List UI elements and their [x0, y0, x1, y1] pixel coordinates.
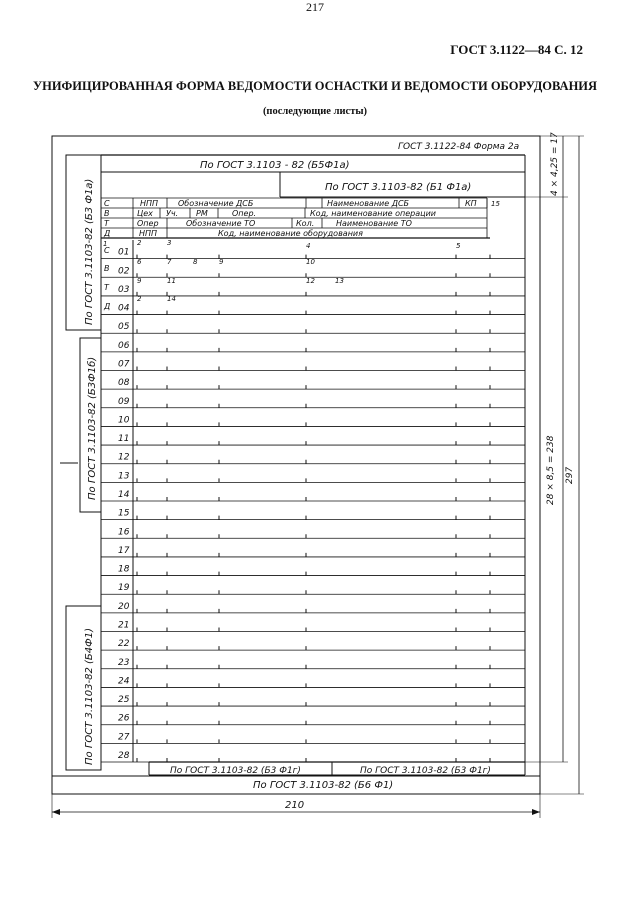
marker-r04-n2: 14 — [167, 295, 176, 303]
marker-r01-n1: 2 — [137, 239, 142, 247]
row-b-cell-4: Опер. — [232, 209, 257, 218]
top-block — [101, 155, 525, 770]
row-t-cell-4: Наименование ТО — [336, 219, 412, 228]
row-t-cell-3: Кол. — [296, 219, 315, 228]
block-top-1: По ГОСТ 3.1103 - 82 (Б5Ф1а) — [200, 160, 350, 171]
form-title: УНИФИЦИРОВАННАЯ ФОРМА ВЕДОМОСТИ ОСНАСТКИ И ВЕДОМОСТИ ОБОРУДОВАНИЯ — [32, 79, 598, 93]
bottom-right: По ГОСТ 3.1103-82 (Б3 Ф1г) — [360, 766, 491, 776]
row-label: 07 — [118, 359, 130, 370]
marker-r02-n3: 8 — [193, 258, 198, 266]
row-label: 22 — [118, 639, 130, 650]
header-rows — [101, 198, 500, 238]
row-label: 18 — [118, 564, 130, 575]
bottom-main: По ГОСТ 3.1103-82 (Б6 Ф1) — [253, 780, 394, 791]
row-label: 27 — [118, 732, 130, 743]
row-b-letter: В — [104, 209, 110, 218]
block-top-2: По ГОСТ 3.1103-82 (Б1 Ф1а) — [325, 182, 472, 193]
row-label: 24 — [118, 676, 130, 687]
marker-r01-n4: 5 — [456, 242, 461, 250]
row-d-cell-2: Код, наименование оборудования — [218, 229, 363, 238]
row-d-cell-1: НПП — [139, 229, 158, 238]
row-c-cell-4: КП — [465, 199, 477, 208]
row-label: 25 — [118, 695, 130, 706]
marker-r01-index: 1 — [103, 240, 108, 248]
form-subtitle: (последующие листы) — [262, 106, 368, 117]
marker-r01-n2: 3 — [167, 239, 172, 247]
row-b-cell-3: РМ — [196, 209, 208, 218]
row-label: 23 — [118, 657, 130, 668]
row-c-cell-2: Обозначение ДСБ — [178, 199, 254, 208]
row-label: 10 — [118, 415, 130, 426]
row-c-letter: С — [104, 199, 110, 208]
row-label: 01 — [118, 247, 130, 258]
row-label: 12 — [118, 452, 130, 463]
row-label: 16 — [118, 527, 130, 538]
row-label: 11 — [118, 434, 130, 445]
row-label: 20 — [118, 601, 130, 612]
row-t-cell-2: Обозначение ТО — [186, 219, 256, 228]
row-label: 06 — [118, 340, 130, 351]
row-label: 17 — [118, 545, 130, 556]
marker-r02-n5: 10 — [306, 258, 315, 266]
marker-r04-letter: Д — [104, 302, 111, 311]
row-label: 26 — [118, 713, 130, 724]
row-label: 03 — [118, 284, 130, 295]
side-block-1: По ГОСТ 3.1103-82 (Б3 Ф1а) — [84, 178, 95, 325]
side-blocks — [60, 155, 101, 770]
dim-total-height: 297 — [565, 466, 575, 484]
marker-r02-n4: 9 — [219, 258, 224, 266]
row-label: 15 — [118, 508, 130, 519]
row-label: 13 — [118, 471, 130, 482]
bottom-blocks — [52, 762, 540, 791]
row-label: 28 — [118, 751, 130, 761]
row-c-cell-3: Наименование ДСБ — [327, 199, 410, 208]
marker-r02-n1: 6 — [137, 258, 142, 266]
dim-header-height: 4 × 4,25 = 17 — [550, 132, 560, 196]
bottom-left: По ГОСТ 3.1103-82 (Б3 Ф1г) — [170, 766, 301, 776]
row-d-letter: Д — [104, 229, 111, 238]
row-label: 05 — [118, 322, 130, 333]
dim-width: 210 — [285, 800, 305, 811]
row-label: 14 — [118, 490, 130, 500]
marker-r01-n3: 4 — [306, 242, 311, 250]
row-markers — [103, 239, 461, 311]
marker-r02-n2: 7 — [167, 258, 172, 266]
row-b-cell-5: Код, наименование операции — [310, 209, 436, 218]
marker-r03-n2: 11 — [167, 277, 176, 285]
marker-r03-n3: 12 — [306, 277, 315, 285]
marker-r03-letter: Т — [104, 283, 109, 292]
row-label: 08 — [118, 378, 130, 389]
row-b-cell-2: Уч. — [166, 209, 179, 218]
marker-r02-letter: В — [104, 264, 110, 273]
row-label: 19 — [118, 583, 130, 594]
page-header: ГОСТ 3.1122—84 С. 12 — [450, 42, 583, 57]
page-number: 217 — [306, 0, 324, 14]
row-label: 04 — [118, 303, 130, 314]
marker-r04-n1: 2 — [137, 295, 142, 303]
dim-rows-height: 28 × 8,5 = 238 — [546, 435, 556, 505]
marker-r01-letter: С — [104, 246, 110, 255]
marker-r03-n4: 13 — [335, 277, 344, 285]
row-label: 09 — [118, 396, 130, 407]
row-c-cell-1: НПП — [140, 199, 159, 208]
side-block-3: По ГОСТ 3.1103-82 (Б4Ф1) — [84, 627, 95, 765]
row-c-cell-5: 15 — [491, 200, 500, 208]
row-b-cell-1: Цех — [137, 209, 153, 218]
side-block-2: По ГОСТ 3.1103-82 (Б3Ф1б) — [87, 356, 98, 500]
row-t-cell-1: Опер — [137, 219, 159, 228]
row-t-letter: Т — [104, 219, 109, 228]
row-label: 21 — [118, 620, 130, 631]
form-label: ГОСТ 3.1122-84 Форма 2а — [398, 142, 520, 152]
marker-r03-n1: 9 — [137, 277, 142, 285]
row-label: 02 — [118, 266, 130, 277]
